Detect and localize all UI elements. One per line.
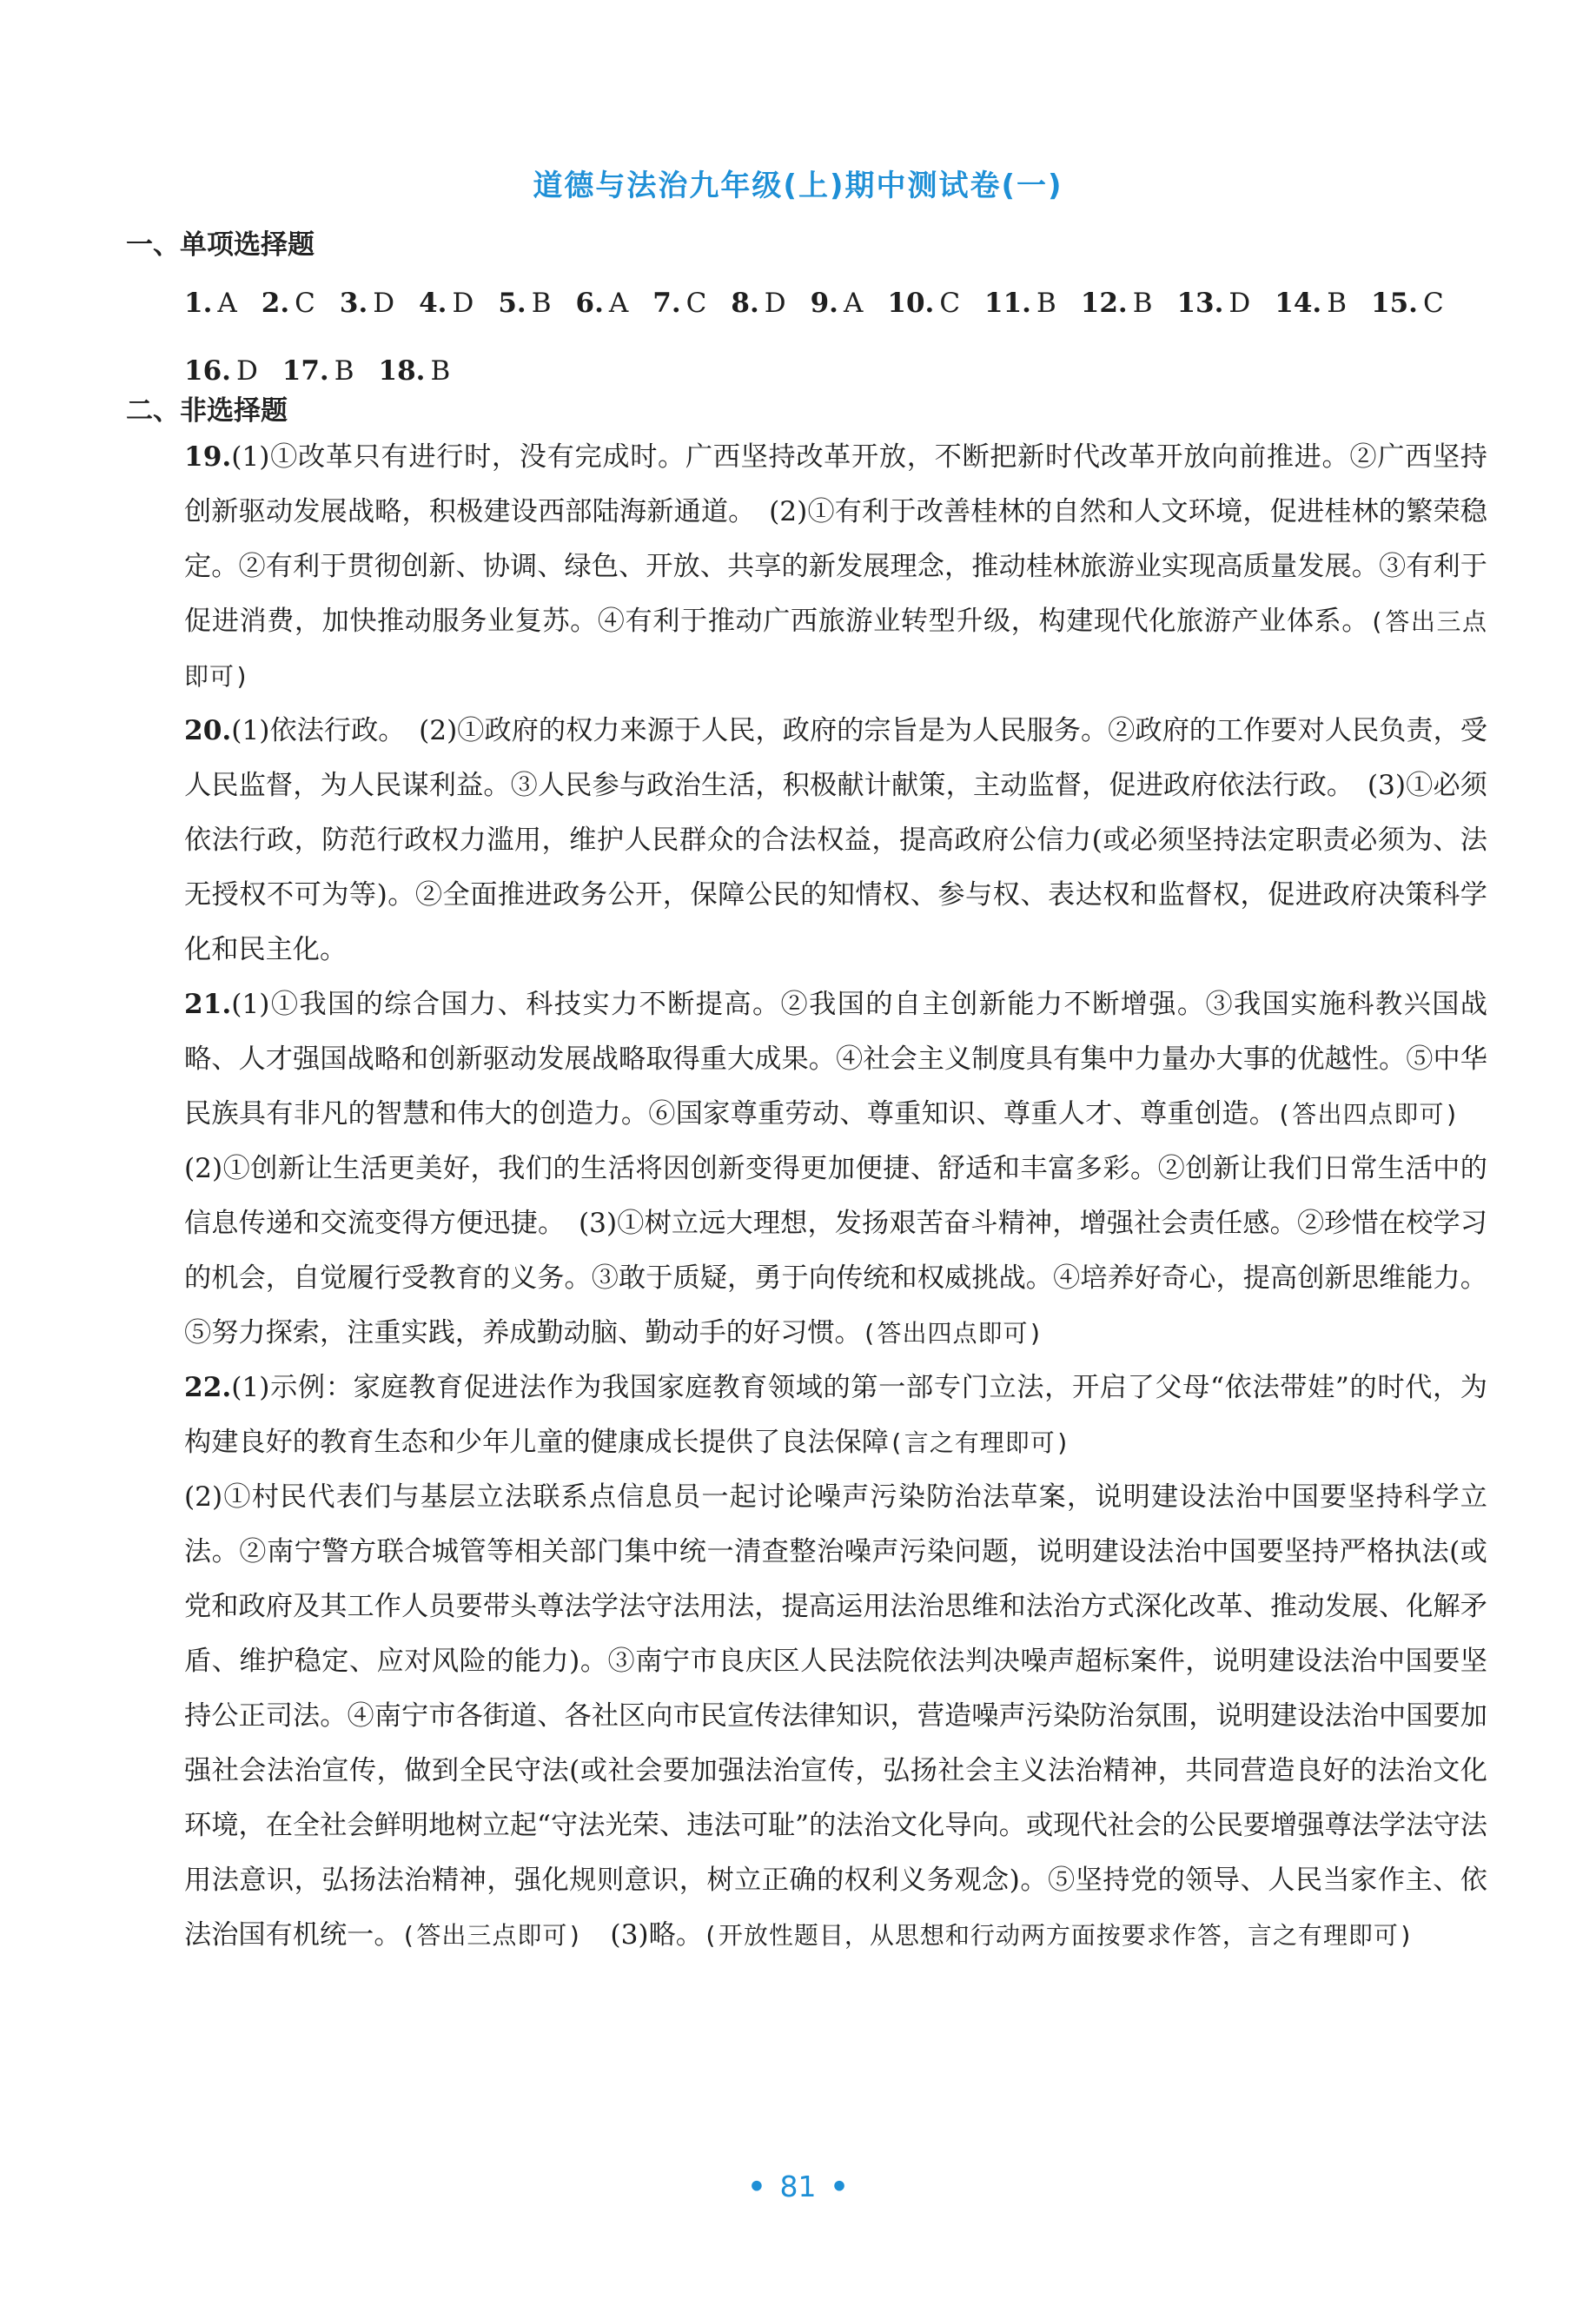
answer-text: (2)①村民代表们与基层立法联系点信息员一起讨论噪声污染防治法草案，说明建设法治中国要坚持科学立法。②南宁警方联合城管等相关部门集中统一清查整治噪声污染问题，说明建设法治中国要坚持严格执法(或党和政府及其工作人员要带头尊法学法守法用法，提高运用法治思维和法治方式深化改革、推动发展、化解矛盾、维护稳定、应对风险的能力)。③南宁市良庆区人民法院依法判决噪声超标案件，说明建设法治中国要坚持公正司法。④南宁市各街道、各社区向市民宣传法律知识，营造噪声污染防治氛围，说明建设法治中国要加强社会法治宣传，做到全民守法(或社会要加强法治宣传，弘扬社会主义法治精神，共同营造良好的法治文化环境，在全社会鲜明地树立起“守法光荣、违法可耻”的法治文化导向。或现代社会的公民要增强尊法学法守法用法意识，弘扬法治精神，强化规则意识，树立正确的权利义务观念)。⑤坚持党的领导、人民当家作主、依法治国有机统一。 — [184, 1481, 1487, 1951]
mcq-question-number: 1. — [184, 288, 213, 319]
mcq-answer — [652, 269, 706, 337]
mcq-answer — [811, 269, 864, 337]
answer-note: (开放性题目，从思想和行动两方面按要求作答，言之有理即可) — [702, 1921, 1414, 1950]
mcq-answer — [184, 269, 237, 337]
mcq-answer — [887, 269, 960, 337]
footer-dot-right: • — [830, 2170, 849, 2203]
question-number: 22. — [184, 1372, 232, 1403]
mcq-answer-letter: B — [334, 355, 354, 387]
mcq-answer — [1176, 269, 1250, 337]
mcq-question-number: 18. — [378, 355, 426, 387]
answer-note: (答出四点即可) — [1276, 1100, 1460, 1129]
answer-text: (1)依法行政。 (2)①政府的权力来源于人民，政府的宗旨是为人民服务。②政府的工作要对人民负责，受人民监督，为人民谋利益。③人民参与政治生活，积极献计献策，主动监督，促进政府依法行政。 (3)①必须依法行政，防范行政权力滥用，维护人民群众的合法权益，提高政府公信力(或必须坚持法定职责必须为、法无授权不可为等)。②全面推进政务公开，保障公民的知情权、参与权、表达权和监督权，促进政府决策科学化和民主化。 — [184, 715, 1487, 965]
section-heading-non-choice: 二、非选择题 — [126, 395, 288, 427]
mcq-question-number: 8. — [731, 288, 759, 319]
mcq-answer — [282, 337, 354, 405]
mcq-answer — [731, 269, 785, 337]
page-title: 道德与法治九年级(上)期中测试卷(一) — [533, 169, 1063, 203]
mcq-answer-letter: C — [685, 288, 707, 319]
mcq-answer — [419, 269, 474, 337]
mcq-answer-letter: A — [608, 288, 629, 319]
mcq-question-number: 9. — [810, 288, 838, 319]
answer-text: (3)略。 — [583, 1919, 703, 1951]
answer-note: (答出四点即可) — [861, 1319, 1044, 1348]
answer-text: (1)①改革只有进行时，没有完成时。广西坚持改革开放，不断把新时代改革开放向前推进。②广西坚持创新驱动发展战略，积极建设西部陆海新通道。 (2)①有利于改善桂林的自然和人文环境，促进桂林的繁荣稳定。②有利于贯彻创新、协调、绿色、开放、共享的新发展理念，推动桂林旅游业实现高质量发展。③有利于促进消费，加快推动服务业复苏。④有利于推动广西旅游业转型升级，构建现代化旅游产业体系。 — [184, 441, 1487, 637]
mcq-answer — [576, 269, 629, 337]
section-heading-single-choice: 一、单项选择题 — [126, 229, 315, 261]
mcq-answer — [1081, 269, 1153, 337]
mcq-question-number: 16. — [184, 355, 231, 387]
mcq-question-number: 6. — [575, 288, 604, 319]
mcq-answer-letter: A — [217, 288, 237, 319]
mcq-answer — [498, 269, 551, 337]
mcq-answer-letter: D — [235, 355, 258, 387]
question-22 — [184, 1361, 1487, 1470]
mcq-answer — [984, 269, 1056, 337]
mcq-question-number: 15. — [1371, 288, 1418, 319]
non-choice-answers — [184, 430, 1487, 1963]
mcq-question-number: 17. — [281, 355, 329, 387]
question-number: 21. — [184, 989, 232, 1020]
question-21 — [184, 977, 1487, 1361]
answer-text: (1)①我国的综合国力、科技实力不断提高。②我国的自主创新能力不断增强。③我国实施科教兴国战略、人才强国战略和创新驱动发展战略取得重大成果。④社会主义制度具有集中力量办大事的优越性。⑤中华民族具有非凡的智慧和伟大的创造力。⑥国家尊重劳动、尊重知识、尊重人才、尊重创造。 — [184, 989, 1487, 1130]
mcq-answer-letter: B — [531, 288, 552, 319]
answer-note: (答出三点即可) — [184, 607, 1487, 691]
mcq-answer — [262, 269, 315, 337]
mcq-answer-letter: D — [452, 288, 474, 319]
question-19 — [184, 430, 1487, 704]
mcq-answer — [340, 269, 394, 337]
mcq-question-number: 10. — [887, 288, 935, 319]
mcq-answer-letter: D — [764, 288, 786, 319]
answer-note: (答出三点即可) — [401, 1921, 584, 1950]
mcq-question-number: 11. — [984, 288, 1031, 319]
footer-dot-left: • — [747, 2170, 766, 2203]
question-22-part2 — [184, 1470, 1487, 1963]
mcq-answer-letter: C — [295, 288, 315, 319]
mcq-question-number: 2. — [261, 288, 290, 319]
page-number: 81 — [779, 2170, 817, 2203]
mcq-question-number: 14. — [1275, 288, 1322, 319]
mcq-answer-letter: D — [373, 288, 395, 319]
mcq-question-number: 3. — [339, 288, 368, 319]
question-20 — [184, 704, 1487, 977]
mcq-answer-letter: D — [1228, 288, 1251, 319]
mcq-question-number: 7. — [652, 288, 681, 319]
mcq-answer — [1275, 269, 1347, 337]
mcq-question-number: 4. — [419, 288, 447, 319]
mcq-question-number: 13. — [1176, 288, 1224, 319]
mcq-answer — [1371, 269, 1444, 337]
mcq-answer-letter: A — [843, 288, 864, 319]
mcq-question-number: 5. — [498, 288, 526, 319]
mcq-answer-letter: B — [430, 355, 451, 387]
mcq-answer-letter: C — [1422, 288, 1444, 319]
question-number: 19. — [184, 441, 232, 473]
mcq-answer-letter: B — [1132, 288, 1153, 319]
answer-text: (2)①创新让生活更美好，我们的生活将因创新变得更加便捷、舒适和丰富多彩。②创新让我们日常生活中的信息传递和交流变得方便迅捷。 (3)①树立远大理想，发扬艰苦奋斗精神，增强社会责任感。②珍惜在校学习的机会，自觉履行受教育的义务。③敢于质疑，勇于向传统和权威挑战。④培养好奇心，提高创新思维能力。⑤努力探索，注重实践，养成勤动脑、勤动手的好习惯。 — [184, 1098, 1487, 1348]
answer-text: (1)示例：家庭教育促进法作为我国家庭教育领域的第一部专门立法，开启了父母“依法带娃”的时代，为构建良好的教育生态和少年儿童的健康成长提供了良法保障 — [184, 1372, 1487, 1458]
mcq-answer-letter: B — [1327, 288, 1347, 319]
mcq-answer — [379, 337, 451, 405]
mcq-answer-letter: B — [1036, 288, 1056, 319]
mcq-question-number: 12. — [1080, 288, 1128, 319]
mcq-answer-letter: C — [939, 288, 961, 319]
mcq-answer-list — [184, 269, 1487, 405]
question-number: 20. — [184, 715, 232, 746]
page-footer — [0, 2170, 1596, 2203]
answer-note: (言之有理即可) — [888, 1428, 1071, 1457]
